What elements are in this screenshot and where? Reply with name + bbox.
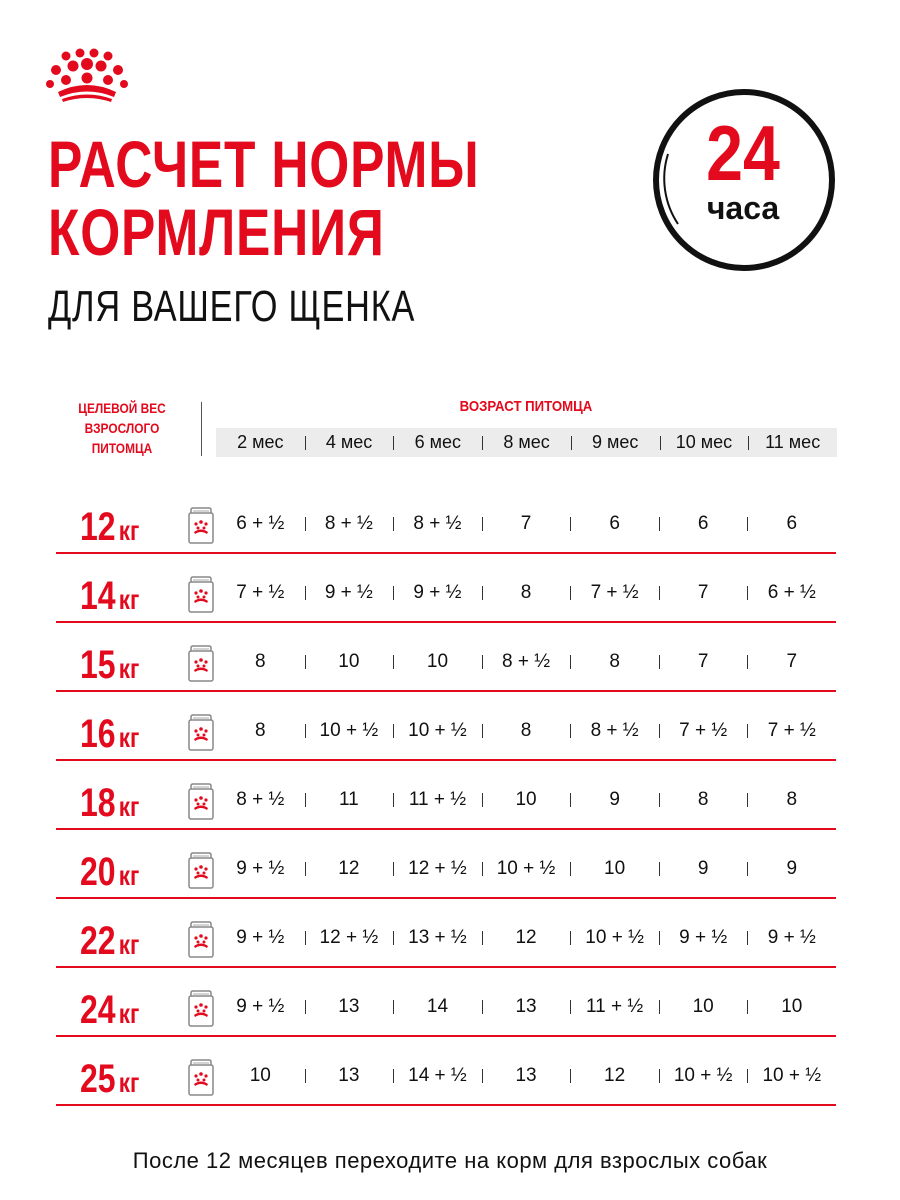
row-weight (80, 645, 168, 689)
row-weight (80, 852, 168, 896)
weight-unit: кг (118, 584, 140, 615)
portion-cell: 8 (255, 651, 266, 672)
weight-unit: кг (118, 860, 140, 891)
portion-cell: 12 (570, 1061, 659, 1091)
portion-cell: 11 + ½ (393, 785, 482, 815)
portion-cell: 6 + ½ (236, 513, 285, 534)
row-values (216, 1061, 836, 1091)
food-pouch-icon (186, 576, 216, 614)
portion-cell: 9 + ½ (305, 578, 394, 608)
badge-unit: часа (706, 190, 780, 226)
portion-cell: 10 (482, 785, 571, 815)
portion-cell: 12 + ½ (305, 923, 394, 953)
weight-value: 16 (80, 712, 116, 756)
portion-cell: 8 (255, 720, 266, 741)
portion-cell: 10 + ½ (305, 716, 394, 746)
weight-value: 18 (80, 781, 116, 825)
weight-value: 12 (80, 505, 116, 549)
row-values (216, 854, 836, 884)
portion-cell: 10 + ½ (393, 716, 482, 746)
header-divider (201, 402, 202, 456)
food-pouch-icon (186, 921, 216, 959)
portion-cell: 13 (305, 992, 394, 1022)
table-row (56, 562, 836, 631)
row-values (216, 509, 836, 539)
weight-value: 24 (80, 988, 116, 1032)
portion-cell: 10 (659, 992, 748, 1022)
table-row (56, 907, 836, 976)
portion-cell: 8 + ½ (236, 789, 285, 810)
table-row (56, 1045, 836, 1114)
title-line-1: РАСЧЕТ НОРМЫ (48, 127, 480, 201)
page-title (48, 127, 480, 269)
row-values (216, 785, 836, 815)
row-weight (80, 1059, 168, 1103)
feeding-table (56, 493, 836, 1114)
weight-unit: кг (118, 929, 140, 960)
portion-cell: 10 (305, 647, 394, 677)
row-divider (56, 690, 836, 692)
portion-cell: 12 (482, 923, 571, 953)
portion-cell: 9 (570, 785, 659, 815)
weight-column-header (71, 398, 173, 458)
portion-cell: 9 + ½ (747, 923, 836, 953)
row-divider (56, 1104, 836, 1106)
table-row (56, 631, 836, 700)
weight-header-line: ПИТОМЦА (91, 440, 153, 456)
portion-cell: 8 (570, 647, 659, 677)
food-pouch-icon (186, 852, 216, 890)
portion-cell: 7 + ½ (659, 716, 748, 746)
weight-header-line: ВЗРОСЛОГО (84, 420, 160, 436)
portion-cell: 8 (482, 578, 571, 608)
table-row (56, 769, 836, 838)
row-divider (56, 621, 836, 623)
portion-cell: 14 + ½ (393, 1061, 482, 1091)
row-divider (56, 897, 836, 899)
row-divider (56, 966, 836, 968)
weight-unit: кг (118, 1067, 140, 1098)
row-values (216, 578, 836, 608)
portion-cell: 10 (393, 647, 482, 677)
table-row (56, 700, 836, 769)
age-cell: 9 мес (571, 428, 660, 457)
portion-cell: 6 (659, 509, 748, 539)
table-row (56, 838, 836, 907)
portion-cell: 10 (249, 1065, 271, 1086)
portion-cell: 10 + ½ (747, 1061, 836, 1091)
portion-cell: 13 + ½ (393, 923, 482, 953)
portion-cell: 8 + ½ (305, 509, 394, 539)
portion-cell: 8 + ½ (393, 509, 482, 539)
food-pouch-icon (186, 645, 216, 683)
row-weight (80, 714, 168, 758)
row-values (216, 647, 836, 677)
food-pouch-icon (186, 507, 216, 545)
row-weight (80, 576, 168, 620)
age-cell: 2 мес (237, 432, 284, 452)
row-weight (80, 507, 168, 551)
hours-badge (648, 84, 840, 276)
row-weight (80, 990, 168, 1034)
weight-unit: кг (118, 791, 140, 822)
portion-cell: 7 (659, 578, 748, 608)
age-column-header: ВОЗРАСТ ПИТОМЦА (459, 398, 593, 415)
title-line-2: КОРМЛЕНИЯ (48, 195, 385, 269)
weight-value: 22 (80, 919, 116, 963)
portion-cell: 8 + ½ (482, 647, 571, 677)
weight-value: 14 (80, 574, 116, 618)
portion-cell: 9 + ½ (236, 927, 285, 948)
portion-cell: 11 (305, 785, 394, 815)
portion-cell: 6 (747, 509, 836, 539)
row-divider (56, 552, 836, 554)
portion-cell: 8 (747, 785, 836, 815)
portion-cell: 13 (305, 1061, 394, 1091)
weight-header-line: ЦЕЛЕВОЙ ВЕС (78, 400, 166, 416)
portion-cell: 13 (482, 1061, 571, 1091)
portion-cell: 9 + ½ (236, 996, 285, 1017)
portion-cell: 9 + ½ (236, 858, 285, 879)
portion-cell: 9 (747, 854, 836, 884)
food-pouch-icon (186, 1059, 216, 1097)
page-subtitle: ДЛЯ ВАШЕГО ЩЕНКА (48, 282, 416, 331)
portion-cell: 10 + ½ (659, 1061, 748, 1091)
portion-cell: 6 + ½ (747, 578, 836, 608)
age-header-bar (216, 428, 837, 457)
portion-cell: 14 (393, 992, 482, 1022)
badge-number: 24 (706, 109, 780, 197)
portion-cell: 7 (659, 647, 748, 677)
row-weight (80, 921, 168, 965)
portion-cell: 7 + ½ (747, 716, 836, 746)
portion-cell: 9 (659, 854, 748, 884)
portion-cell: 8 (482, 716, 571, 746)
food-pouch-icon (186, 990, 216, 1028)
food-pouch-icon (186, 783, 216, 821)
weight-unit: кг (118, 722, 140, 753)
crown-logo-icon (44, 48, 136, 104)
portion-cell: 12 + ½ (393, 854, 482, 884)
portion-cell: 7 + ½ (570, 578, 659, 608)
row-values (216, 716, 836, 746)
weight-value: 25 (80, 1057, 116, 1101)
age-cell: 4 мес (305, 428, 394, 457)
footer-note: После 12 месяцев переходите на корм для взрослых собак (132, 1148, 768, 1173)
weight-unit: кг (118, 515, 140, 546)
row-weight (80, 783, 168, 827)
row-divider (56, 759, 836, 761)
food-pouch-icon (186, 714, 216, 752)
row-values (216, 923, 836, 953)
row-divider (56, 828, 836, 830)
weight-unit: кг (118, 998, 140, 1029)
portion-cell: 13 (482, 992, 571, 1022)
portion-cell: 12 (305, 854, 394, 884)
row-values (216, 992, 836, 1022)
portion-cell: 8 + ½ (570, 716, 659, 746)
portion-cell: 10 + ½ (482, 854, 571, 884)
portion-cell: 9 + ½ (659, 923, 748, 953)
portion-cell: 10 (570, 854, 659, 884)
portion-cell: 11 + ½ (570, 992, 659, 1022)
age-cell: 11 мес (748, 428, 837, 457)
portion-cell: 7 + ½ (236, 582, 285, 603)
age-cell: 6 мес (393, 428, 482, 457)
age-cell: 8 мес (482, 428, 571, 457)
weight-unit: кг (118, 653, 140, 684)
weight-value: 15 (80, 643, 116, 687)
portion-cell: 7 (747, 647, 836, 677)
table-row (56, 976, 836, 1045)
portion-cell: 9 + ½ (393, 578, 482, 608)
portion-cell: 8 (659, 785, 748, 815)
portion-cell: 7 (482, 509, 571, 539)
weight-value: 20 (80, 850, 116, 894)
portion-cell: 10 + ½ (570, 923, 659, 953)
row-divider (56, 1035, 836, 1037)
portion-cell: 10 (747, 992, 836, 1022)
table-row (56, 493, 836, 562)
age-cell: 10 мес (660, 428, 749, 457)
portion-cell: 6 (570, 509, 659, 539)
